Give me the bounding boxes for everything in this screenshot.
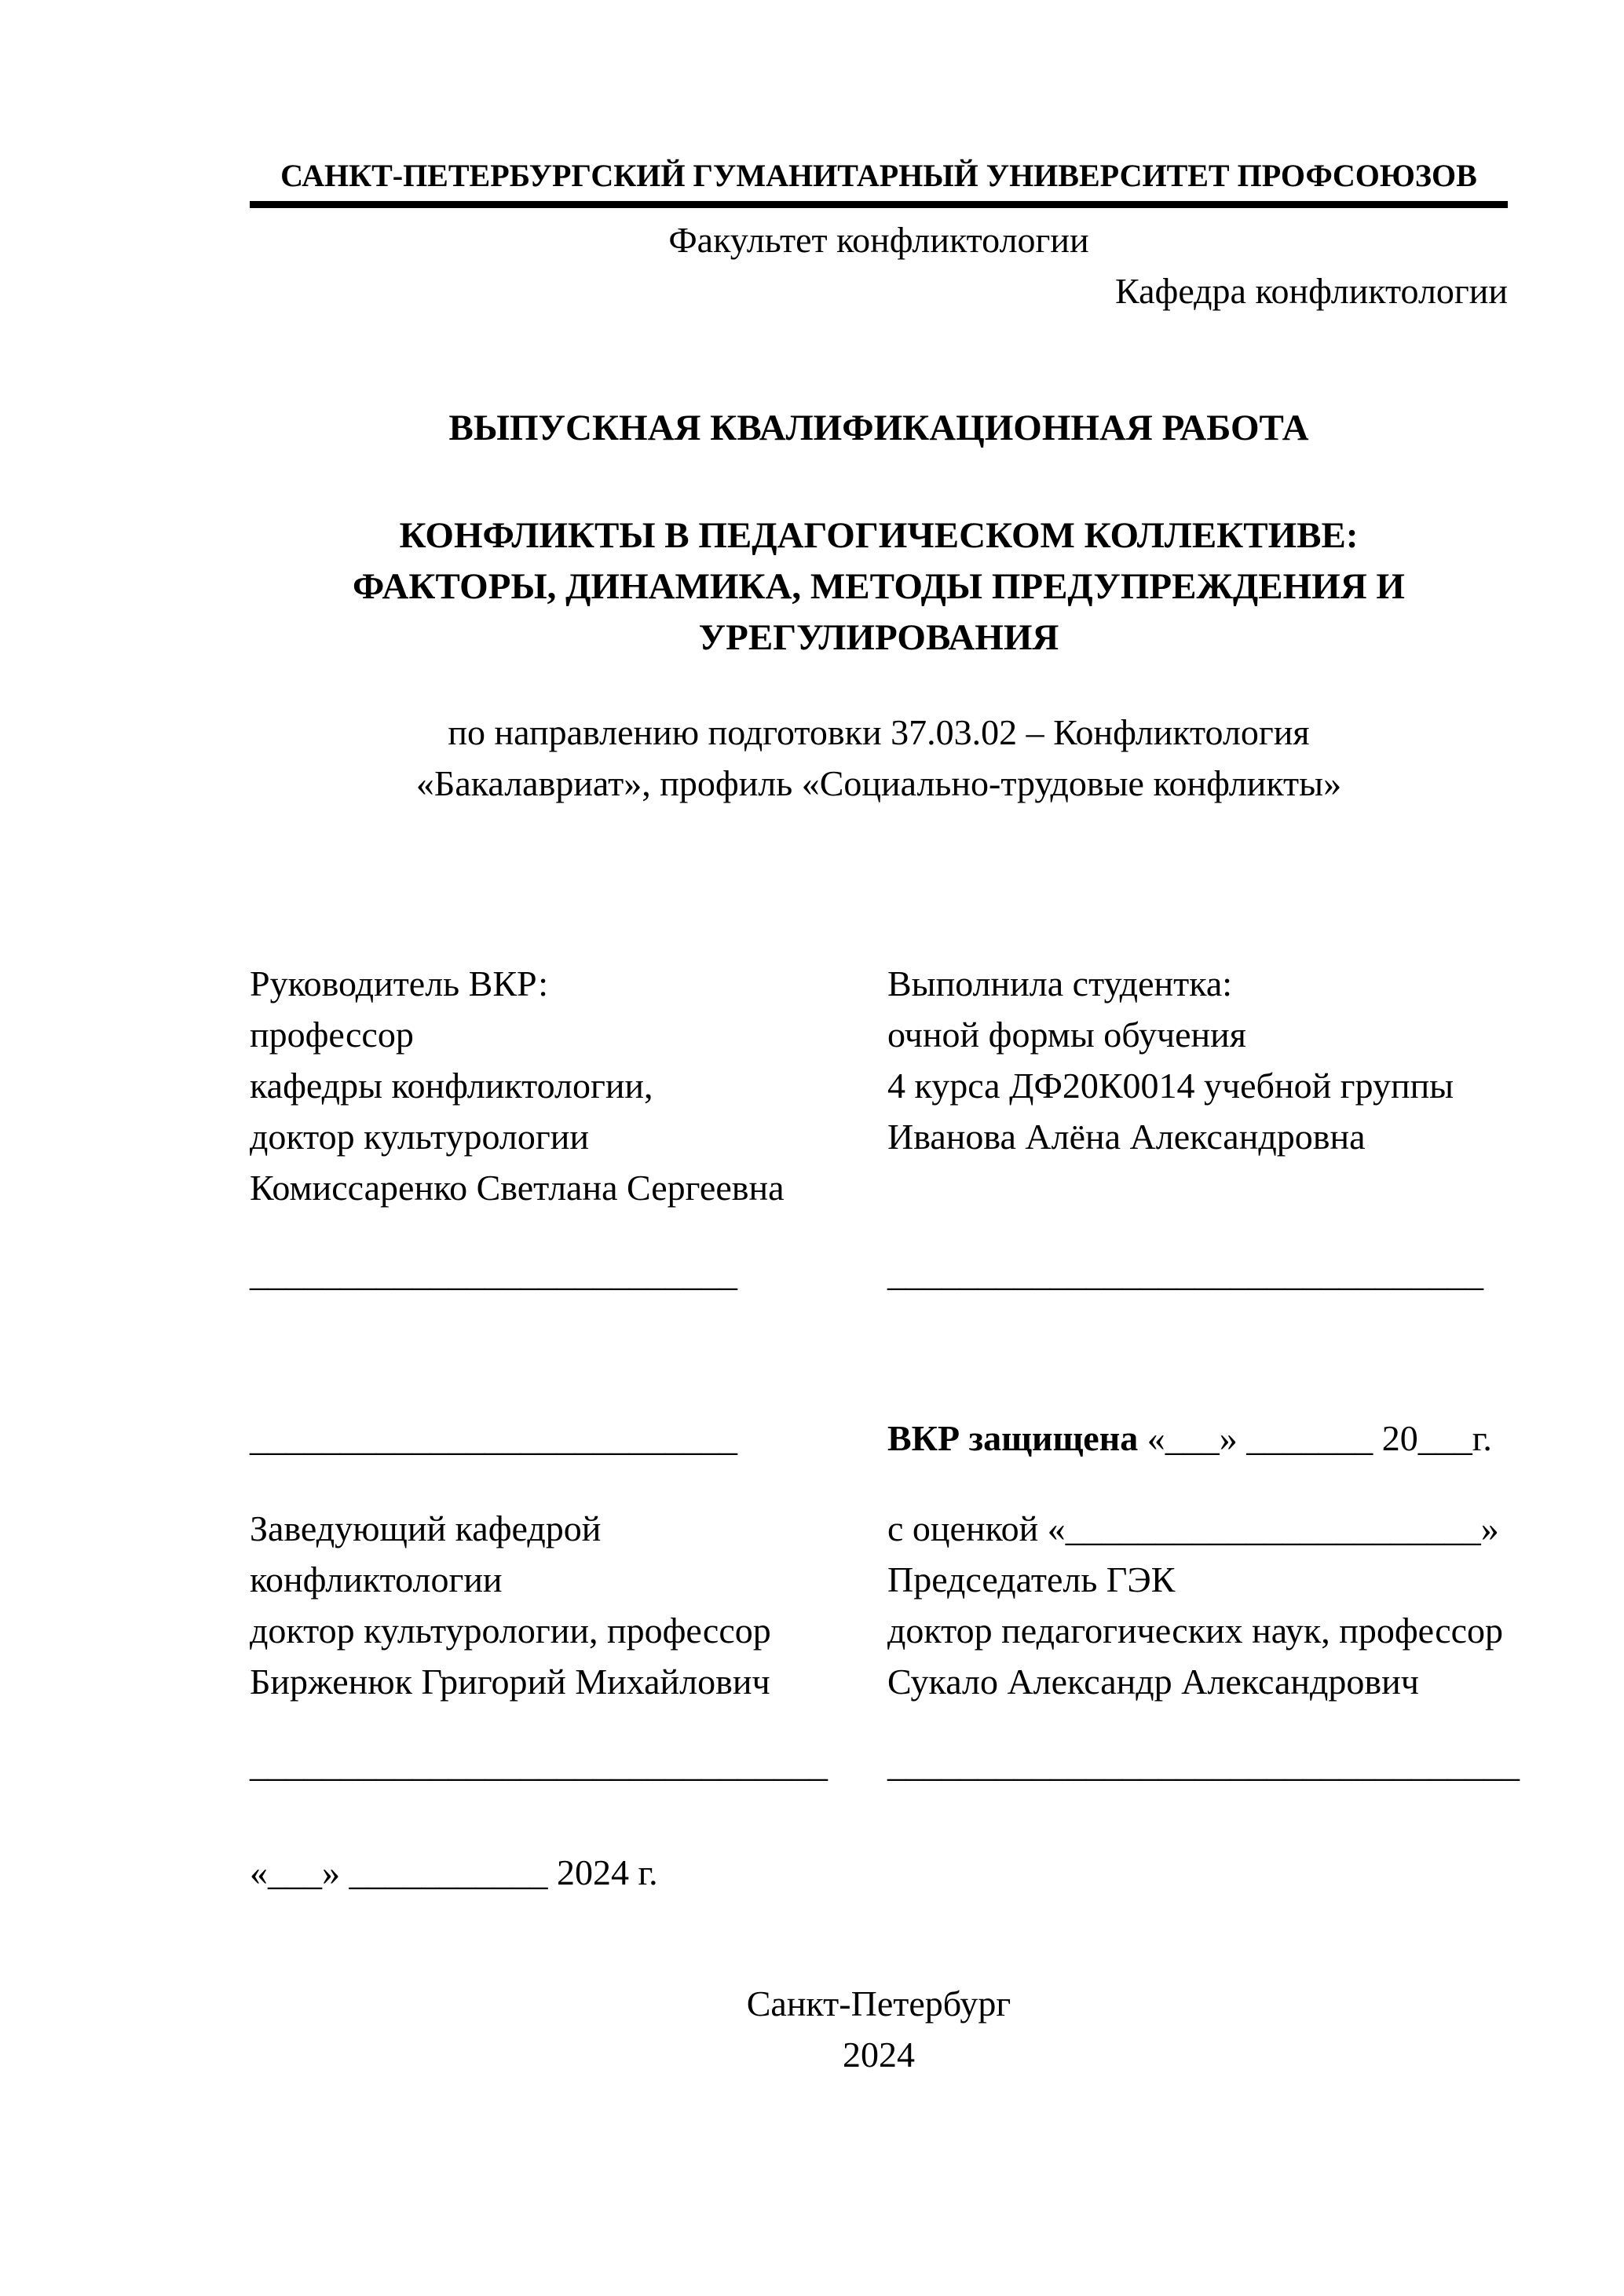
head-signature-line: ________________________________ [250, 1744, 828, 1784]
thesis-title-line-1: КОНФЛИКТЫ В ПЕДАГОГИЧЕСКОМ КОЛЛЕКТИВЕ: [399, 515, 1359, 556]
thesis-title-line-3: УРЕГУЛИРОВАНИЯ [698, 617, 1059, 658]
department-name: Кафедра конфликтологии [1115, 271, 1508, 311]
supervisor-chair: кафедры конфликтологии, [250, 1066, 653, 1106]
department-head-block [250, 1503, 887, 1707]
approval-block [250, 1503, 1508, 1707]
student-heading: Выполнила студентка: [887, 963, 1233, 1004]
program-direction: по направлению подготовки 37.03.02 – Конфликтология [448, 712, 1310, 752]
supervisor-rank: профессор [250, 1015, 414, 1055]
supervisor-signature-line: ___________________________ [250, 1253, 737, 1293]
work-type-heading: ВЫПУСКНАЯ КВАЛИФИКАЦИОННАЯ РАБОТА [448, 408, 1309, 448]
supervisor-approval-line: ___________________________ [250, 1418, 737, 1458]
signature-row-2 [250, 1413, 1508, 1464]
committee-chair-block [887, 1503, 1508, 1707]
footer-year: 2024 [843, 2035, 915, 2075]
supervisor-name: Комиссаренко Светлана Сергеевна [250, 1168, 785, 1208]
faculty-name: Факультет конфликтологии [668, 220, 1089, 260]
supervisor-degree: доктор культурологии [250, 1117, 589, 1157]
defended-date-blank: «___» _______ 20___г. [1138, 1418, 1492, 1458]
footer-city: Санкт-Петербург [746, 1983, 1011, 2024]
signature-row-3 [250, 1738, 1520, 1790]
program-profile: «Бакалавриат», профиль «Социально-трудовые конфликты» [415, 763, 1342, 803]
signatories-block [250, 958, 1508, 1213]
footer [250, 1978, 1508, 2080]
thesis-title [250, 510, 1508, 664]
head-degree: доктор культурологии, профессор [250, 1610, 771, 1651]
student-study-form: очной формы обучения [887, 1015, 1246, 1055]
chair-title: Председатель ГЭК [887, 1559, 1176, 1600]
defense-date-line [887, 1413, 1508, 1464]
student-block [887, 958, 1508, 1213]
university-name: САНКТ-ПЕТЕРБУРГСКИЙ ГУМАНИТАРНЫЙ УНИВЕРСИТЕТ ПРОФСОЮЗОВ [250, 154, 1508, 208]
supervisor-heading: Руководитель ВКР: [250, 963, 549, 1004]
grade-line: с оценкой «_______________________» [887, 1508, 1499, 1548]
head-position: Заведующий кафедрой [250, 1508, 602, 1548]
supervisor-block [250, 958, 887, 1213]
student-name: Иванова Алёна Александровна [887, 1117, 1366, 1157]
head-approval-date-line: «___» ___________ 2024 г. [250, 1852, 658, 1892]
head-name: Бирженюк Григорий Михайлович [250, 1662, 770, 1702]
signature-row-1 [250, 1248, 1508, 1299]
student-group: 4 курса ДФ20К0014 учебной группы [887, 1066, 1454, 1106]
study-program [250, 707, 1508, 809]
student-signature-line: _________________________________ [887, 1253, 1483, 1293]
thesis-title-line-2: ФАКТОРЫ, ДИНАМИКА, МЕТОДЫ ПРЕДУПРЕЖДЕНИЯ И [353, 566, 1405, 607]
chair-signature-line: ___________________________________ [887, 1744, 1520, 1784]
head-chair: конфликтологии [250, 1559, 503, 1600]
defended-label: ВКР защищена [887, 1418, 1139, 1458]
chair-name: Сукало Александр Александрович [887, 1662, 1419, 1702]
chair-degree: доктор педагогических наук, профессор [887, 1610, 1504, 1651]
